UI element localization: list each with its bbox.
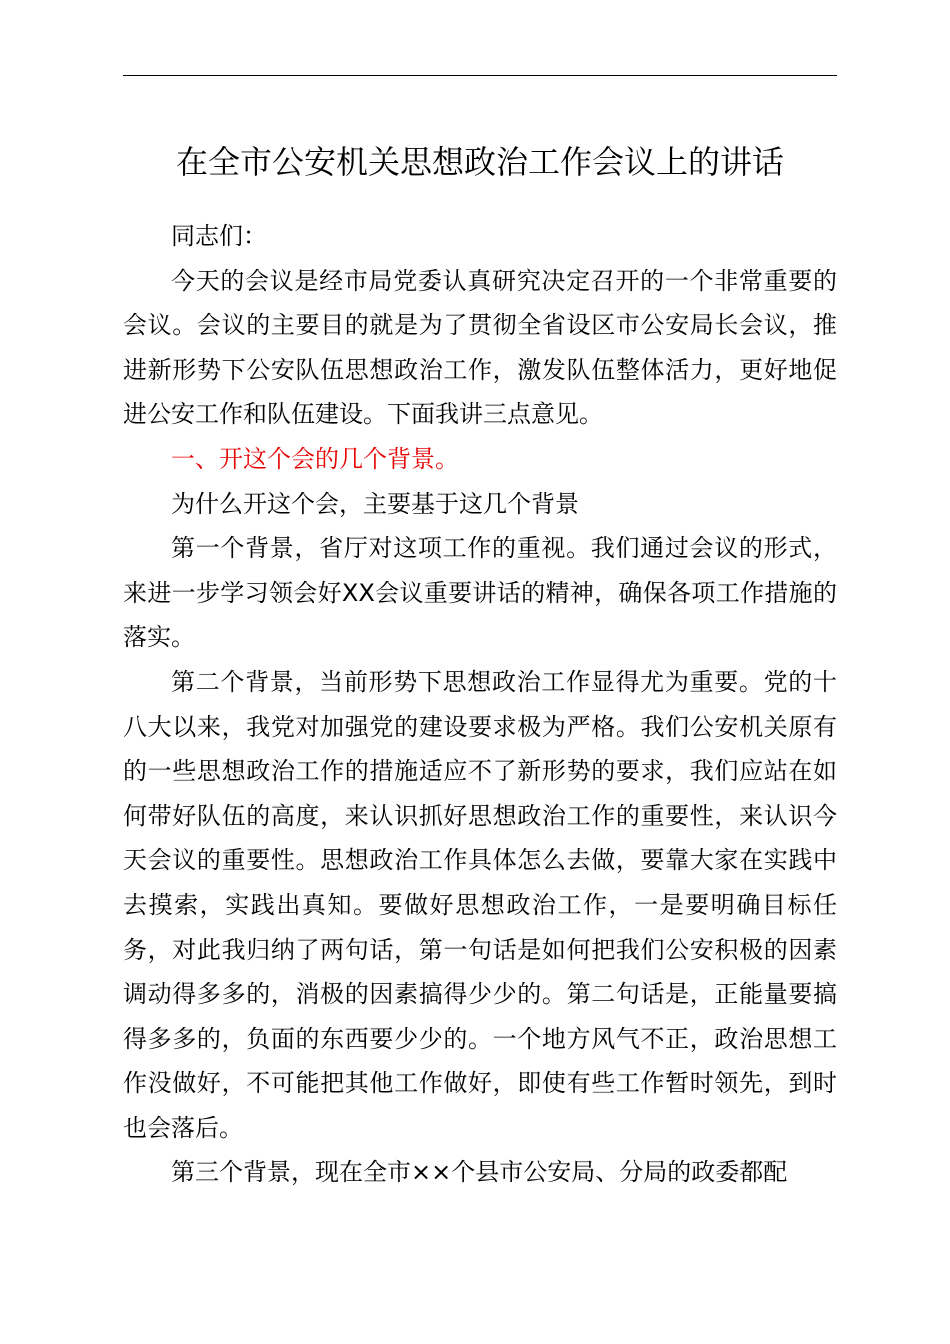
header-rule <box>123 75 837 76</box>
paragraph-background-1: 第一个背景，省厅对这项工作的重视。我们通过会议的形式，来进一步学习领会好XX会议重要讲话的精神，确保各项工作措施的落实。 <box>123 534 837 652</box>
paragraph-background-3: 第三个背景，现在全市××个县市公安局、分局的政委都配 <box>171 1158 788 1187</box>
paragraph-background-2: 第二个背景，当前形势下思想政治工作显得尤为重要。党的十八大以来，我党对加强党的建设要求极为严格。我们公安机关原有的一些思想政治工作的措施适应不了新形势的要求，我们应站在如何带好队伍的高度，来认识抓好思想政治工作的重要性，来认识今天会议的重要性。思想政治工作具体怎么去做，要靠大家在实践中去摸索，实践出真知。要做好思想政治工作，一是要明确目标任务，对此我归纳了两句话，第一句话是如何把我们公安积极的因素调动得多多的，消极的因素搞得少少的。第二句话是，正能量要搞得多多的，负面的东西要少少的。一个地方风气不正，政治思想工作没做好，不可能把其他工作做好，即使有些工作暂时领先，到时也会落后。 <box>123 667 837 1142</box>
document-title: 在全市公安机关思想政治工作会议上的讲话 <box>175 143 784 181</box>
section-heading-1: 一、开这个会的几个背景。 <box>171 444 459 473</box>
paragraph-intro: 今天的会议是经市局党委认真研究决定召开的一个非常重要的会议。会议的主要目的就是为了贯彻全省设区市公安局长会议，推进新形势下公安队伍思想政治工作，激发队伍整体活力，更好地促进公安工作和队伍建设。下面我讲三点意见。 <box>123 266 837 429</box>
paragraph-background-lead: 为什么开这个会，主要基于这几个背景 <box>171 489 579 518</box>
document-body <box>123 214 837 1195</box>
salutation: 同志们： <box>171 222 267 250</box>
